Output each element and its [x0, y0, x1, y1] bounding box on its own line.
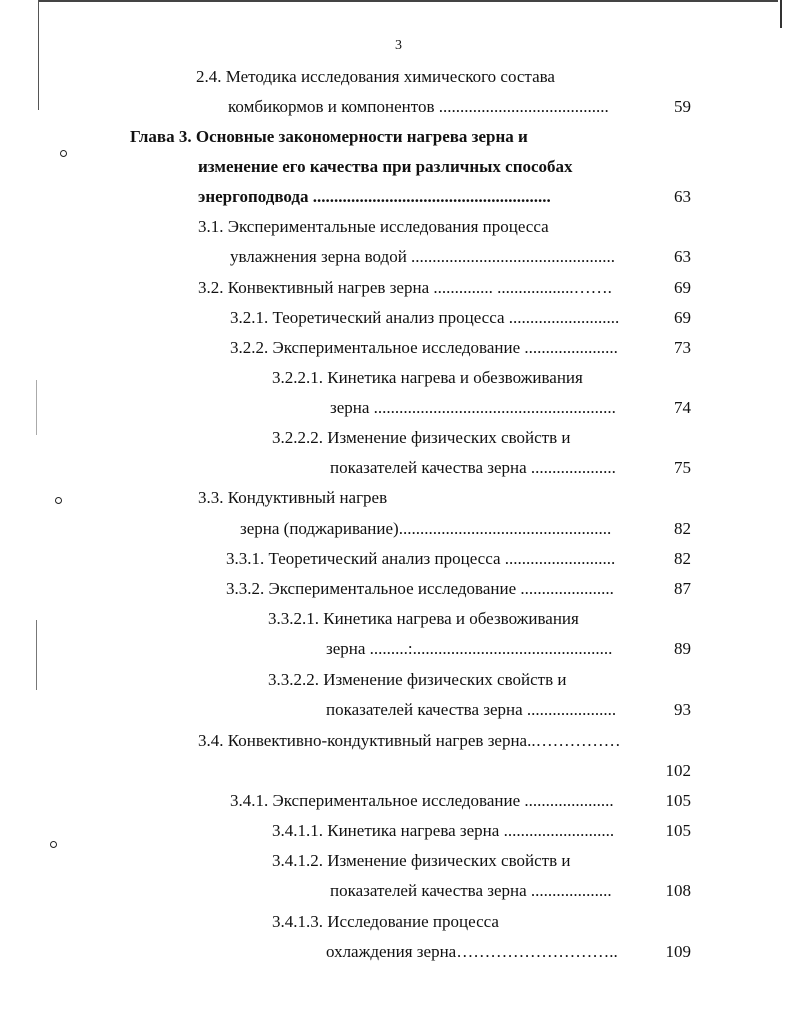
- toc-entry-text: 3.4.1.3. Исследование процесса: [272, 912, 499, 931]
- toc-entry-page: 109: [665, 942, 691, 961]
- toc-entry-text: 3.1. Экспериментальные исследования процесса: [198, 217, 549, 236]
- binder-hole-icon: [50, 841, 57, 848]
- page-number: 3: [395, 38, 402, 53]
- toc-entry-page: 59: [674, 97, 691, 116]
- toc-entry-text: 3.3.2.1. Кинетика нагрева и обезвоживания: [268, 609, 579, 628]
- binder-hole-icon: [55, 497, 62, 504]
- toc-entry-page: 73: [674, 338, 691, 357]
- scan-mark: [36, 620, 37, 690]
- toc-entry-text: 3.4.1.2. Изменение физических свойств и: [272, 851, 571, 870]
- toc-entry-text: 3.3.2. Экспериментальное исследование ......................: [226, 579, 614, 598]
- toc-entry-page: 75: [674, 458, 691, 477]
- toc-entry-page: 63: [674, 187, 691, 206]
- toc-entry-text: 3.3.2.2. Изменение физических свойств и: [268, 670, 567, 689]
- toc-entry-page: 87: [674, 579, 691, 598]
- toc-entry-text: 3.3.1. Теоретический анализ процесса ..........................: [226, 549, 616, 568]
- toc-entry-page: 82: [674, 549, 691, 568]
- scan-edge-top: [38, 0, 778, 2]
- toc-entry-text: комбикормов и компонентов ........................................: [228, 97, 609, 116]
- toc-entry-page: 74: [674, 398, 691, 417]
- toc-entry-text: 3.2.2.1. Кинетика нагрева и обезвоживания: [272, 368, 583, 387]
- toc-entry-page: 108: [665, 881, 691, 900]
- toc-entry-text: показателей качества зерна ....................: [330, 458, 616, 477]
- toc-entry-text: увлажнения зерна водой ................................................: [230, 247, 616, 266]
- toc-entry-text: показателей качества зерна ...................: [330, 881, 612, 900]
- scan-mark: [36, 380, 37, 435]
- toc-entry-text: зерна .........:...............................................: [326, 639, 613, 658]
- toc-entry-page: 69: [674, 308, 691, 327]
- toc-entry-page: 89: [674, 639, 691, 658]
- toc-entry-text: 3.4. Конвективно-кондуктивный нагрев зерна..……………: [198, 731, 621, 750]
- toc-entry-text: зерна (поджаривание)..................................................: [240, 519, 612, 538]
- toc-chapter-title: изменение его качества при различных способах: [198, 157, 573, 176]
- toc-entry-text: 3.2.1. Теоретический анализ процесса ..........................: [230, 308, 620, 327]
- toc-entry-text: охлаждения зерна………………………..: [326, 942, 618, 961]
- toc-entry-text: 3.2.2.2. Изменение физических свойств и: [272, 428, 571, 447]
- toc-chapter-title: энергоподвода ........................................................: [198, 187, 551, 206]
- toc-entry-page: 69: [674, 278, 691, 297]
- scan-edge-right: [780, 0, 782, 28]
- binder-hole-icon: [60, 150, 67, 157]
- toc-entry-text: 3.2.2. Экспериментальное исследование ......................: [230, 338, 618, 357]
- scan-edge-left: [38, 0, 39, 110]
- toc-entry-page: 63: [674, 247, 691, 266]
- toc-entry-page: 105: [665, 821, 691, 840]
- toc-entry-page: 82: [674, 519, 691, 538]
- toc-entry-page: 102: [665, 761, 691, 780]
- toc-entry-page: 105: [665, 791, 691, 810]
- toc-entry-text: 3.2. Конвективный нагрев зерна .............. ..................…….: [198, 278, 612, 297]
- toc-entry-text: 3.3. Кондуктивный нагрев: [198, 488, 388, 507]
- toc-entry-text: 3.4.1.1. Кинетика нагрева зерна ..........................: [272, 821, 615, 840]
- toc-entry-text: зерна .........................................................: [330, 398, 616, 417]
- toc-entry-text: 3.4.1. Экспериментальное исследование .....................: [230, 791, 614, 810]
- toc-entry-text: показателей качества зерна .....................: [326, 700, 617, 719]
- toc-entry-text: 2.4. Методика исследования химического состава: [196, 67, 555, 86]
- toc-chapter-title: Глава 3. Основные закономерности нагрева зерна и: [130, 127, 528, 146]
- toc-entry-page: 93: [674, 700, 691, 719]
